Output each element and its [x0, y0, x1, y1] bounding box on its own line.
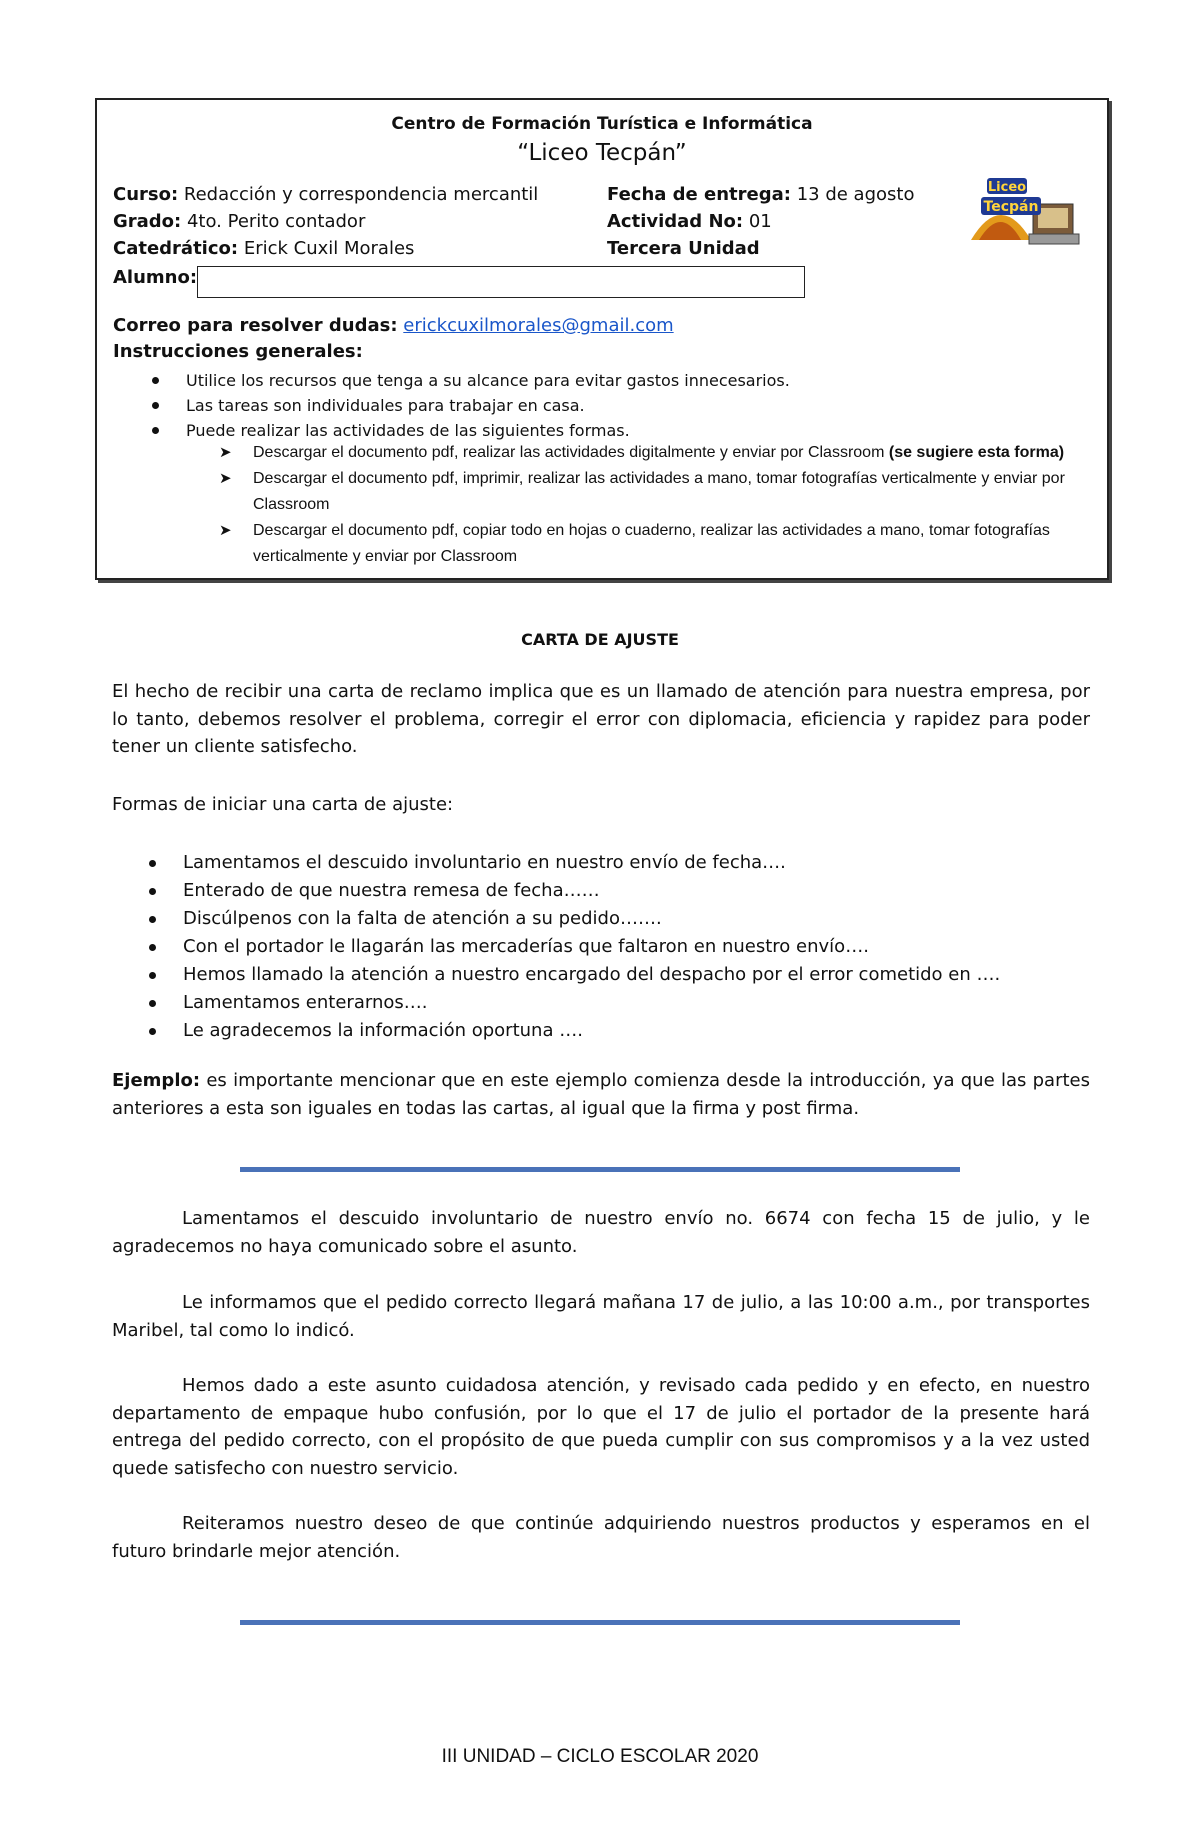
list-item: Lamentamos enterarnos…. — [112, 989, 1092, 1017]
separator-line — [240, 1167, 960, 1172]
document-title: CARTA DE AJUSTE — [521, 630, 679, 649]
unidad-label: Tercera Unidad — [607, 238, 760, 259]
fecha-row — [607, 184, 914, 205]
list-item: Con el portador le llagarán las mercaderías que faltaron en nuestro envío…. — [112, 933, 1092, 961]
ejemplo-paragraph — [112, 1067, 1090, 1122]
actividad-label: Actividad No: — [607, 211, 744, 232]
catedratico-value: Erick Cuxil Morales — [238, 238, 415, 259]
grado-value: 4to. Perito contador — [181, 211, 366, 232]
list-item: ➤ Descargar el documento pdf, imprimir, realizar las actividades a mano, tomar fotografías verticalmente y enviar por Classroom — [197, 466, 1077, 518]
curso-value: Redacción y correspondencia mercantil — [178, 184, 539, 205]
list-item: ➤ Descargar el documento pdf, realizar las actividades digitalmente y enviar por Classroom (se sugiere esta forma) — [197, 440, 1077, 466]
instructions-list — [115, 368, 790, 443]
liceo-tecpan-logo — [961, 170, 1091, 260]
header-box — [95, 98, 1109, 580]
letter-paragraph: Lamentamos el descuido involuntario de nuestro envío no. 6674 con fecha 15 de julio, y le agradecemos no haya comunicado sobre el asunto. — [112, 1208, 1090, 1257]
logo-text-2: Tecpán — [983, 199, 1039, 215]
correo-label: Correo para resolver dudas: — [113, 315, 398, 336]
ejemplo-label: Ejemplo: — [112, 1070, 201, 1091]
arrow-bullet-icon: ➤ — [219, 522, 232, 539]
fecha-value: 13 de agosto — [790, 184, 915, 205]
letter-paragraph: Le informamos que el pedido correcto llegará mañana 17 de julio, a las 10:00 a.m., por transportes Maribel, tal como lo indicó. — [112, 1292, 1090, 1341]
curso-label: Curso: — [113, 184, 179, 205]
correo-row — [113, 315, 674, 336]
list-item: Puede realizar las actividades de las siguientes formas. — [115, 418, 790, 443]
alumno-field[interactable] — [197, 266, 805, 298]
grado-row — [113, 211, 365, 232]
submission-options-list — [197, 440, 1077, 570]
letter-paragraph: Reiteramos nuestro deseo de que continúe adquiriendo nuestros productos y esperamos en el futuro brindarle mejor atención. — [112, 1513, 1090, 1562]
actividad-row — [607, 211, 772, 232]
catedratico-label: Catedrático: — [113, 238, 239, 259]
instrucciones-label: Instrucciones generales: — [113, 341, 363, 362]
list-item: Lamentamos el descuido involuntario en nuestro envío de fecha…. — [112, 849, 1092, 877]
separator-line — [240, 1620, 960, 1625]
school-name: “Liceo Tecpán” — [517, 140, 687, 166]
page-footer: III UNIDAD – CICLO ESCOLAR 2020 — [441, 1746, 759, 1767]
ejemplo-text: es importante mencionar que en este ejemplo comienza desde la introducción, ya que las partes anteriores a esta son iguales en todas las cartas, al igual que la firma y post firma. — [112, 1070, 1090, 1119]
actividad-value: 01 — [743, 211, 772, 232]
curso-row — [113, 184, 538, 205]
email-link[interactable]: erickcuxilmorales@gmail.com — [403, 315, 674, 336]
list-item: Le agradecemos la información oportuna …. — [112, 1017, 1092, 1045]
catedratico-row — [113, 238, 414, 259]
list-item: Hemos llamado la atención a nuestro encargado del despacho por el error cometido en …. — [112, 961, 1092, 989]
opening-phrases-list — [112, 849, 1092, 1045]
list-item: Enterado de que nuestra remesa de fecha…… — [112, 877, 1092, 905]
arrow-bullet-icon: ➤ — [219, 470, 232, 487]
logo-text-1: Liceo — [987, 180, 1027, 195]
formas-label: Formas de iniciar una carta de ajuste: — [112, 794, 454, 815]
intro-paragraph: El hecho de recibir una carta de reclamo implica que es un llamado de atención para nuestra empresa, por lo tanto, debemos resolver el problema, corregir el error con diplomacia, eficiencia y rapidez para poder tener un cliente satisfecho. — [112, 681, 1090, 757]
fecha-label: Fecha de entrega: — [607, 184, 791, 205]
alumno-label: Alumno: — [113, 267, 198, 288]
arrow-bullet-icon: ➤ — [219, 444, 232, 461]
list-item: Utilice los recursos que tenga a su alcance para evitar gastos innecesarios. — [115, 368, 790, 393]
institution-name: Centro de Formación Turística e Informática — [391, 114, 813, 134]
grado-label: Grado: — [113, 211, 182, 232]
alumno-row — [113, 267, 197, 288]
list-item: ➤ Descargar el documento pdf, copiar todo en hojas o cuaderno, realizar las actividades a mano, tomar fotografías verticalmente y enviar por Classroom — [197, 518, 1077, 570]
list-item: Las tareas son individuales para trabajar en casa. — [115, 393, 790, 418]
list-item: Discúlpenos con la falta de atención a su pedido……. — [112, 905, 1092, 933]
letter-paragraph: Hemos dado a este asunto cuidadosa atención, y revisado cada pedido y en efecto, en nuestro departamento de empaque hubo confusión, por lo que el 17 de julio el portador de la presente hará entrega del pedido correcto, con el propósito de que pueda cumplir con sus compromisos y a la vez usted quede satisfecho con nuestro servicio. — [112, 1375, 1090, 1479]
